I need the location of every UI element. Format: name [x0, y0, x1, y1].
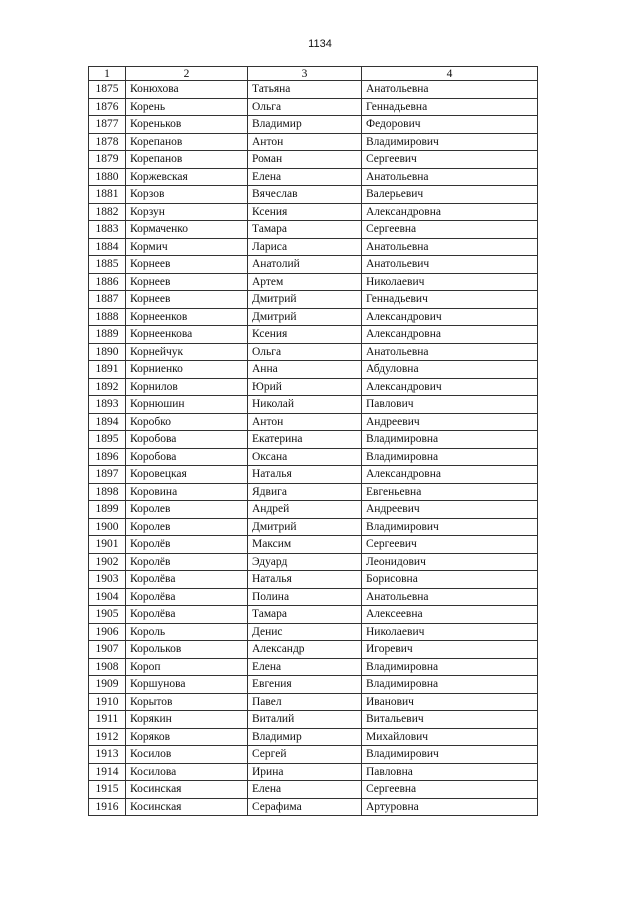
patronymic-cell: Сергеевна [362, 221, 538, 239]
given-name-cell: Ядвига [248, 483, 362, 501]
row-number-cell: 1877 [89, 116, 126, 134]
given-name-cell: Дмитрий [248, 291, 362, 309]
table-row [89, 483, 538, 501]
patronymic-cell: Сергеевич [362, 151, 538, 169]
given-name-cell: Антон [248, 133, 362, 151]
patronymic-cell: Артуровна [362, 798, 538, 816]
surname-cell: Корепанов [126, 151, 248, 169]
surname-cell: Коробова [126, 431, 248, 449]
row-number-cell: 1913 [89, 746, 126, 764]
given-name-cell: Дмитрий [248, 308, 362, 326]
given-name-cell: Елена [248, 168, 362, 186]
table-row [89, 746, 538, 764]
given-name-cell: Ксения [248, 203, 362, 221]
patronymic-cell: Евгеньевна [362, 483, 538, 501]
table-row [89, 378, 538, 396]
surname-cell: Королёва [126, 571, 248, 589]
row-number-cell: 1881 [89, 186, 126, 204]
given-name-cell: Ольга [248, 343, 362, 361]
row-number-cell: 1887 [89, 291, 126, 309]
given-name-cell: Денис [248, 623, 362, 641]
given-name-cell: Анна [248, 361, 362, 379]
table-row [89, 396, 538, 414]
surname-cell: Корнейчук [126, 343, 248, 361]
row-number-cell: 1898 [89, 483, 126, 501]
patronymic-cell: Леонидович [362, 553, 538, 571]
surname-cell: Корзун [126, 203, 248, 221]
row-number-cell: 1894 [89, 413, 126, 431]
surname-cell: Коржевская [126, 168, 248, 186]
patronymic-cell: Геннадьевич [362, 291, 538, 309]
table-row [89, 676, 538, 694]
table-row [89, 291, 538, 309]
row-number-cell: 1888 [89, 308, 126, 326]
surname-cell: Конюхова [126, 81, 248, 99]
row-number-cell: 1901 [89, 536, 126, 554]
table-row [89, 466, 538, 484]
patronymic-cell: Андреевич [362, 413, 538, 431]
patronymic-cell: Александровна [362, 203, 538, 221]
given-name-cell: Андрей [248, 501, 362, 519]
given-name-cell: Ольга [248, 98, 362, 116]
given-name-cell: Владимир [248, 728, 362, 746]
given-name-cell: Сергей [248, 746, 362, 764]
table-row [89, 133, 538, 151]
given-name-cell: Роман [248, 151, 362, 169]
surname-cell: Корнюшин [126, 396, 248, 414]
row-number-cell: 1905 [89, 606, 126, 624]
row-number-cell: 1891 [89, 361, 126, 379]
given-name-cell: Эдуард [248, 553, 362, 571]
patronymic-cell: Сергеевич [362, 536, 538, 554]
row-number-cell: 1880 [89, 168, 126, 186]
patronymic-cell: Анатольевна [362, 81, 538, 99]
given-name-cell: Ксения [248, 326, 362, 344]
table-header [89, 67, 538, 81]
given-name-cell: Анатолий [248, 256, 362, 274]
surname-cell: Корепанов [126, 133, 248, 151]
row-number-cell: 1915 [89, 781, 126, 799]
table-row [89, 81, 538, 99]
table-row [89, 308, 538, 326]
row-number-cell: 1885 [89, 256, 126, 274]
given-name-cell: Лариса [248, 238, 362, 256]
patronymic-cell: Владимировна [362, 431, 538, 449]
patronymic-cell: Андреевич [362, 501, 538, 519]
patronymic-cell: Валерьевич [362, 186, 538, 204]
patronymic-cell: Владимирович [362, 518, 538, 536]
column-header-1: 1 [89, 67, 126, 81]
row-number-cell: 1893 [89, 396, 126, 414]
surname-cell: Королёв [126, 536, 248, 554]
surname-cell: Корнеев [126, 256, 248, 274]
patronymic-cell: Борисовна [362, 571, 538, 589]
table-row [89, 711, 538, 729]
given-name-cell: Ирина [248, 763, 362, 781]
surname-cell: Косилова [126, 763, 248, 781]
given-name-cell: Вячеслав [248, 186, 362, 204]
surname-cell: Короп [126, 658, 248, 676]
column-header-2: 2 [126, 67, 248, 81]
surname-cell: Коровецкая [126, 466, 248, 484]
row-number-cell: 1892 [89, 378, 126, 396]
row-number-cell: 1886 [89, 273, 126, 291]
given-name-cell: Павел [248, 693, 362, 711]
given-name-cell: Серафима [248, 798, 362, 816]
surname-cell: Королев [126, 501, 248, 519]
table-row [89, 623, 538, 641]
table-row [89, 798, 538, 816]
table-row [89, 606, 538, 624]
row-number-cell: 1875 [89, 81, 126, 99]
surname-cell: Корнеев [126, 291, 248, 309]
row-number-cell: 1899 [89, 501, 126, 519]
patronymic-cell: Владимировна [362, 448, 538, 466]
row-number-cell: 1895 [89, 431, 126, 449]
patronymic-cell: Анатольевич [362, 256, 538, 274]
surname-cell: Королёва [126, 588, 248, 606]
given-name-cell: Тамара [248, 221, 362, 239]
patronymic-cell: Николаевич [362, 623, 538, 641]
given-name-cell: Елена [248, 781, 362, 799]
given-name-cell: Наталья [248, 466, 362, 484]
row-number-cell: 1907 [89, 641, 126, 659]
table-row [89, 151, 538, 169]
patronymic-cell: Владимировна [362, 658, 538, 676]
given-name-cell: Оксана [248, 448, 362, 466]
given-name-cell: Александр [248, 641, 362, 659]
patronymic-cell: Александрович [362, 308, 538, 326]
patronymic-cell: Витальевич [362, 711, 538, 729]
surname-cell: Корзов [126, 186, 248, 204]
surname-cell: Королёва [126, 606, 248, 624]
column-header-3: 3 [248, 67, 362, 81]
surname-cell: Коробова [126, 448, 248, 466]
patronymic-cell: Федорович [362, 116, 538, 134]
patronymic-cell: Анатольевна [362, 588, 538, 606]
patronymic-cell: Анатольевна [362, 343, 538, 361]
patronymic-cell: Николаевич [362, 273, 538, 291]
surname-cell: Косинская [126, 781, 248, 799]
patronymic-cell: Владимирович [362, 746, 538, 764]
surname-cell: Корякин [126, 711, 248, 729]
given-name-cell: Тамара [248, 606, 362, 624]
row-number-cell: 1897 [89, 466, 126, 484]
table-row [89, 326, 538, 344]
patronymic-cell: Павлович [362, 396, 538, 414]
surname-cell: Коряков [126, 728, 248, 746]
table-row [89, 203, 538, 221]
table-row [89, 781, 538, 799]
row-number-cell: 1906 [89, 623, 126, 641]
surname-cell: Коровина [126, 483, 248, 501]
table-row [89, 588, 538, 606]
surname-cell: Корольков [126, 641, 248, 659]
surname-cell: Корытов [126, 693, 248, 711]
surname-cell: Король [126, 623, 248, 641]
given-name-cell: Дмитрий [248, 518, 362, 536]
given-name-cell: Виталий [248, 711, 362, 729]
table-row [89, 431, 538, 449]
patronymic-cell: Анатольевна [362, 168, 538, 186]
patronymic-cell: Александровна [362, 466, 538, 484]
row-number-cell: 1902 [89, 553, 126, 571]
patronymic-cell: Александрович [362, 378, 538, 396]
given-name-cell: Елена [248, 658, 362, 676]
table-row [89, 221, 538, 239]
patronymic-cell: Алексеевна [362, 606, 538, 624]
patronymic-cell: Павловна [362, 763, 538, 781]
table-body [89, 81, 538, 816]
given-name-cell: Николай [248, 396, 362, 414]
row-number-cell: 1890 [89, 343, 126, 361]
row-number-cell: 1912 [89, 728, 126, 746]
patronymic-cell: Анатольевна [362, 238, 538, 256]
table-row [89, 571, 538, 589]
given-name-cell: Юрий [248, 378, 362, 396]
table-row [89, 763, 538, 781]
table-row [89, 256, 538, 274]
row-number-cell: 1879 [89, 151, 126, 169]
row-number-cell: 1909 [89, 676, 126, 694]
surname-cell: Корнеенков [126, 308, 248, 326]
surname-cell: Коршунова [126, 676, 248, 694]
surname-cell: Кормич [126, 238, 248, 256]
row-number-cell: 1916 [89, 798, 126, 816]
given-name-cell: Артем [248, 273, 362, 291]
table-row [89, 501, 538, 519]
surname-cell: Королёв [126, 553, 248, 571]
surname-cell: Корнеев [126, 273, 248, 291]
page-number: 1134 [308, 38, 332, 50]
table-row [89, 98, 538, 116]
table-row [89, 518, 538, 536]
patronymic-cell: Иванович [362, 693, 538, 711]
patronymic-cell: Геннадьевна [362, 98, 538, 116]
surname-cell: Корень [126, 98, 248, 116]
table-row [89, 641, 538, 659]
column-header-4: 4 [362, 67, 538, 81]
table-row [89, 693, 538, 711]
given-name-cell: Наталья [248, 571, 362, 589]
row-number-cell: 1908 [89, 658, 126, 676]
surname-cell: Косилов [126, 746, 248, 764]
row-number-cell: 1876 [89, 98, 126, 116]
row-number-cell: 1904 [89, 588, 126, 606]
patronymic-cell: Абдуловна [362, 361, 538, 379]
table-row [89, 553, 538, 571]
patronymic-cell: Игоревич [362, 641, 538, 659]
surname-cell: Кореньков [126, 116, 248, 134]
table-row [89, 448, 538, 466]
given-name-cell: Антон [248, 413, 362, 431]
roster-table [88, 66, 538, 816]
surname-cell: Корниенко [126, 361, 248, 379]
table-row [89, 168, 538, 186]
given-name-cell: Полина [248, 588, 362, 606]
table-row [89, 238, 538, 256]
given-name-cell: Татьяна [248, 81, 362, 99]
surname-cell: Кормаченко [126, 221, 248, 239]
table-row [89, 116, 538, 134]
patronymic-cell: Александровна [362, 326, 538, 344]
given-name-cell: Владимир [248, 116, 362, 134]
table-row [89, 728, 538, 746]
given-name-cell: Екатерина [248, 431, 362, 449]
row-number-cell: 1883 [89, 221, 126, 239]
row-number-cell: 1910 [89, 693, 126, 711]
header-row [89, 67, 538, 81]
table-row [89, 413, 538, 431]
table-row [89, 186, 538, 204]
row-number-cell: 1914 [89, 763, 126, 781]
given-name-cell: Евгения [248, 676, 362, 694]
row-number-cell: 1911 [89, 711, 126, 729]
table-row [89, 273, 538, 291]
patronymic-cell: Михайлович [362, 728, 538, 746]
row-number-cell: 1896 [89, 448, 126, 466]
table-row [89, 536, 538, 554]
given-name-cell: Максим [248, 536, 362, 554]
row-number-cell: 1878 [89, 133, 126, 151]
row-number-cell: 1903 [89, 571, 126, 589]
table-row [89, 343, 538, 361]
patronymic-cell: Владимирович [362, 133, 538, 151]
row-number-cell: 1884 [89, 238, 126, 256]
row-number-cell: 1900 [89, 518, 126, 536]
table-row [89, 658, 538, 676]
surname-cell: Корнеенкова [126, 326, 248, 344]
row-number-cell: 1889 [89, 326, 126, 344]
surname-cell: Королев [126, 518, 248, 536]
surname-cell: Коробко [126, 413, 248, 431]
row-number-cell: 1882 [89, 203, 126, 221]
surname-cell: Косинская [126, 798, 248, 816]
surname-cell: Корнилов [126, 378, 248, 396]
table-row [89, 361, 538, 379]
patronymic-cell: Сергеевна [362, 781, 538, 799]
patronymic-cell: Владимировна [362, 676, 538, 694]
